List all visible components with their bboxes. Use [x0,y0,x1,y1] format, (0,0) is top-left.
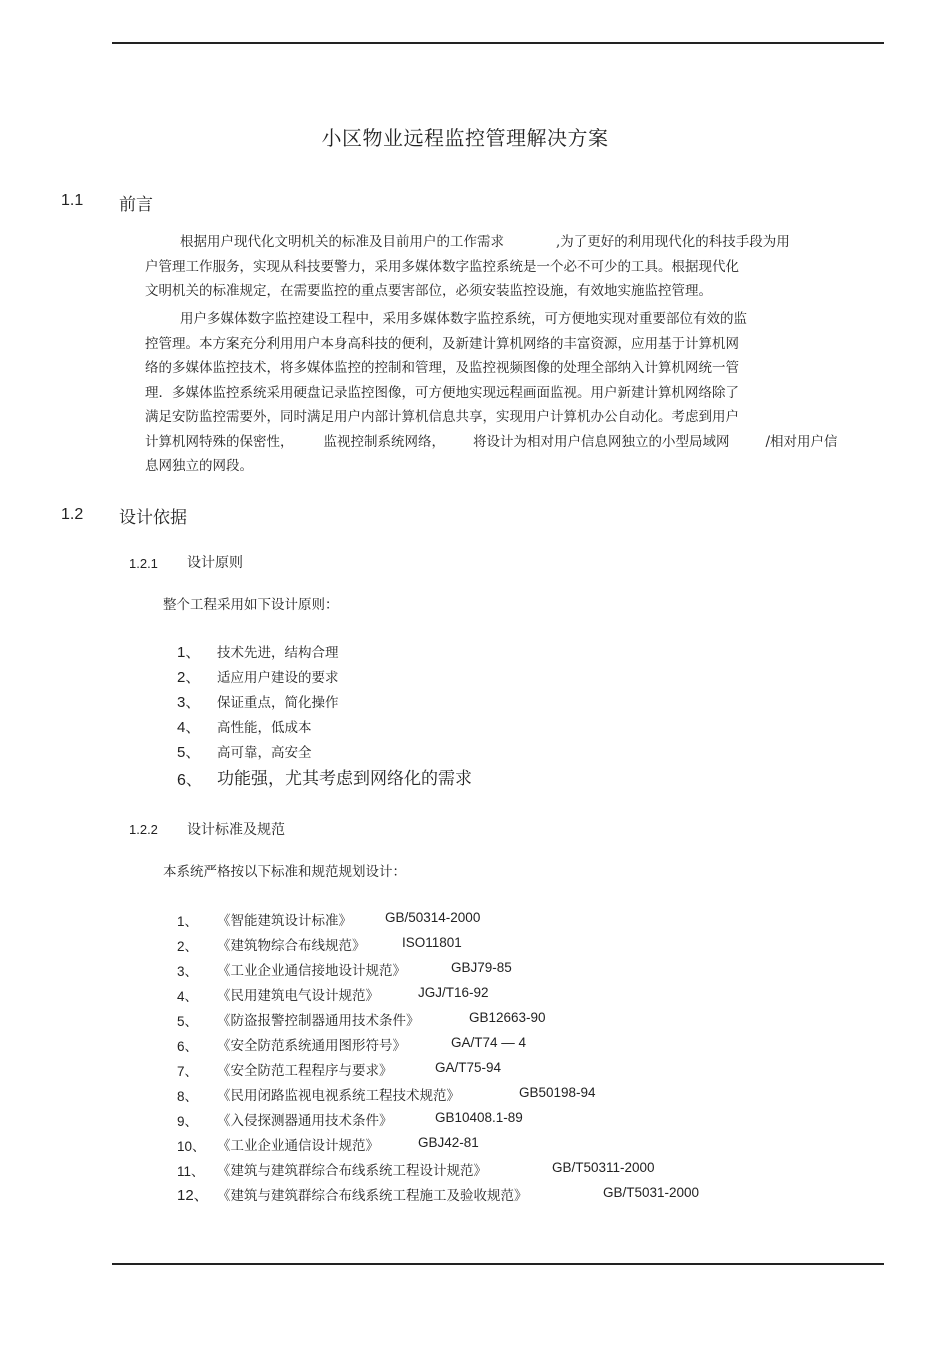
standard-code: GB/T50311-2000 [552,1160,655,1175]
list-item-number: 1、 [177,644,201,661]
standard-number: 5、 [177,1014,199,1029]
standard-code: GA/T74 — 4 [451,1035,527,1050]
standard-name: 《安全防范系统通用图形符号》 [217,1038,406,1054]
standard-number: 7、 [177,1064,199,1079]
paragraph-line: 理．多媒体监控系统采用硬盘记录监控图像，可方便地实现远程画面监视。用户新建计算机网络除了 [145,384,739,401]
standard-name: 《建筑与建筑群综合布线系统工程施工及验收规范》 [217,1188,528,1204]
standard-name: 《建筑物综合布线规范》 [217,938,366,954]
paragraph-line: 户管理工作服务，实现从科技要警力，采用多媒体数字监控系统是一个必不可少的工具。根据现代化 [145,258,739,275]
standards-intro: 本系统严格按以下标准和规范规划设计： [163,864,406,880]
list-item-number: 6、 [177,772,202,789]
standard-code: GB/T5031-2000 [603,1185,700,1200]
list-item-number: 3、 [177,694,201,711]
standard-code: GBJ42-81 [418,1135,479,1150]
list-item: 适应用户建设的要求 [217,670,339,686]
subsection-title: 设计原则 [187,555,243,571]
subsection-title: 设计标准及规范 [187,822,285,838]
list-item-number: 4、 [177,719,201,736]
section-number: 1.2 [61,506,84,523]
paragraph-line: 用户多媒体数字监控建设工程中，采用多媒体数字监控系统，可方便地实现对重要部位有效的监 [180,311,747,327]
list-item: 技术先进，结构合理 [217,645,339,661]
text-run: 监视控制系统网络， [323,433,445,450]
text-run: ,为了更好的利用现代化的科技手段为用 [556,234,790,250]
standard-name: 《民用建筑电气设计规范》 [217,988,379,1004]
list-item: 保证重点，简化操作 [217,695,339,711]
standard-code: ISO11801 [402,935,462,950]
document-title: 小区物业远程监控管理解决方案 [321,126,609,150]
standard-code: GB50198-94 [519,1085,596,1100]
paragraph-line: 控管理。本方案充分利用用户本身高科技的便利，及新建计算机网络的丰富资源，应用基于计算机网 [145,335,739,352]
standard-name: 《防盗报警控制器通用技术条件》 [217,1013,420,1029]
standard-number: 3、 [177,964,199,979]
preface-paragraph-1 [145,230,880,304]
footer-rule [112,1263,884,1265]
text-run: 根据用户现代化文明机关的标准及目前用户的工作需求 [180,234,504,250]
standard-name: 《入侵探测器通用技术条件》 [217,1113,393,1129]
list-item: 功能强，尤其考虑到网络化的需求 [217,769,472,789]
standard-code: JGJ/T16-92 [418,985,489,1000]
subsection-number: 1.2.2 [129,822,158,837]
list-item-number: 5、 [177,744,201,761]
list-item-number: 2、 [177,669,201,686]
principles-intro: 整个工程采用如下设计原则： [163,597,339,613]
standard-number: 6、 [177,1039,199,1054]
paragraph-line [145,230,880,255]
paragraph-line [145,430,880,455]
standard-number: 10、 [177,1139,206,1154]
list-item: 高可靠，高安全 [217,745,312,761]
standard-name: 《民用闭路监视电视系统工程技术规范》 [217,1088,460,1104]
standard-number: 8、 [177,1089,199,1104]
text-run: 计算机网特殊的保密性， [145,433,294,450]
standard-code: GB/50314-2000 [385,910,481,925]
preface-paragraph-2 [145,307,880,479]
standard-number: 4、 [177,989,199,1004]
standard-number: 1、 [177,914,199,929]
paragraph-line: 满足安防监控需要外，同时满足用户内部计算机信息共享，实现用户计算机办公自动化。考虑到用户 [145,409,739,425]
section-number: 1.1 [61,192,84,209]
standard-name: 《工业企业通信设计规范》 [217,1138,379,1154]
paragraph-line: 息网独立的网段。 [145,458,253,474]
standard-number: 9、 [177,1114,199,1129]
standard-code: GBJ79-85 [451,960,512,975]
standard-name: 《建筑与建筑群综合布线系统工程设计规范》 [217,1163,487,1179]
paragraph-line: 文明机关的标准规定，在需要监控的重点要害部位，必须安装监控设施，有效地实施监控管理。 [145,283,712,299]
header-rule [112,42,884,44]
section-title: 设计依据 [119,508,187,528]
standard-name: 《智能建筑设计标准》 [217,913,352,929]
standard-number: 11、 [177,1164,205,1179]
paragraph-line: 络的多媒体监控技术，将多媒体监控的控制和管理，及监控视频图像的处理全部纳入计算机网统一管 [145,360,739,376]
standard-code: GB10408.1-89 [435,1110,523,1125]
section-title: 前言 [119,195,153,215]
standard-name: 《安全防范工程程序与要求》 [217,1063,393,1079]
standard-number: 2、 [177,939,199,954]
standard-number: 12、 [177,1187,209,1204]
text-run: /相对用户信 [765,433,838,450]
standard-code: GB12663-90 [469,1010,546,1025]
standard-name: 《工业企业通信接地设计规范》 [217,963,406,979]
list-item: 高性能，低成本 [217,720,312,736]
text-run: 将设计为相对用户信息网独立的小型局域网 [473,433,730,450]
subsection-number: 1.2.1 [129,556,158,571]
standard-code: GA/T75-94 [435,1060,502,1075]
